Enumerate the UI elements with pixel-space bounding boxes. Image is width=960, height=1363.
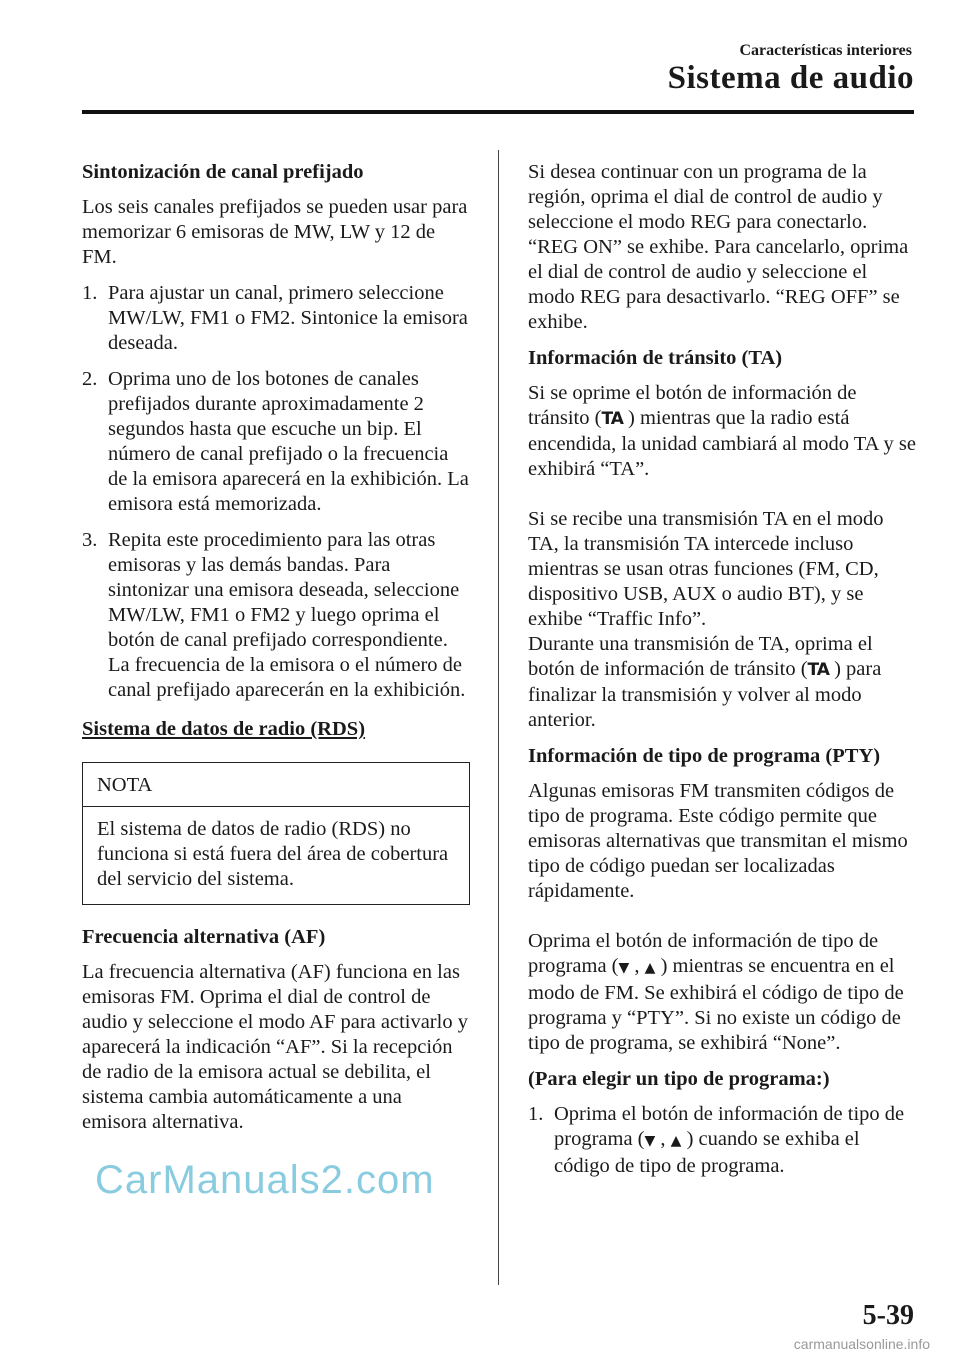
up-arrow-icon: ▲ [670, 1133, 682, 1149]
ta-text-3b: ) para finalizar la transmisión y volver al modo anterior. [528, 658, 882, 731]
header-section-label: Características interiores [739, 42, 912, 59]
page-header-title: Sistema de audio [667, 60, 914, 96]
af-heading: Frecuencia alternativa (AF) [82, 926, 326, 948]
spacer [528, 915, 918, 929]
step-text: Oprima uno de los botones de canales prefijados durante aproximadamente 2 segundos hasta que escuche un bip. El número de canal prefijado o la frecuencia de la emisora aparecerá en la exhibición. La emisora está memorizada. [108, 368, 469, 515]
step-number: 1. [528, 1103, 544, 1125]
ta-text-2: Si se recibe una transmisión TA en el modo TA, la transmisión TA intercede incluso mientras se usan otras funciones (FM, CD, dispositivo USB, AUX o audio BT), y se exhibe “Traffic Info”. [528, 508, 884, 630]
header-rule [82, 110, 914, 114]
down-arrow-icon: ▼ [644, 1133, 656, 1149]
step-text: Repita este procedimiento para las otras emisoras y las demás bandas. Para sintonizar una emisora deseada, seleccione MW/LW, FM1 o FM2 y luego oprima el botón de canal prefijado correspondiente. La frecuencia de la emisora o el número de canal prefijado aparecerán en la exhibición. [108, 529, 466, 701]
ta-text-a: Si se oprime el botón de información de tránsito ( [528, 382, 857, 429]
pty-text-a: Oprima el botón de información de tipo de programa ( [528, 930, 879, 977]
preset-steps [82, 281, 470, 703]
ta-paragraph-3 [528, 632, 918, 733]
page-number: 5-39 [862, 1300, 914, 1331]
list-item [82, 281, 470, 356]
right-column [528, 160, 918, 1190]
pty-paragraph-2 [528, 929, 918, 1056]
pty-heading: Información de tipo de programa (PTY) [528, 745, 881, 767]
ta-text-3a: Durante una transmisión de TA, oprima el botón de información de tránsito ( [528, 633, 873, 680]
spacer [528, 493, 918, 507]
rds-heading: Sistema de datos de radio (RDS) [82, 718, 366, 740]
preset-intro: Los seis canales prefijados se pueden usar para memorizar 6 emisoras de MW, LW y 12 de FM. [82, 196, 468, 268]
step-text-a: Oprima el botón de información de tipo de programa ( [554, 1103, 905, 1150]
step-number: 3. [82, 529, 98, 551]
ta-icon: TA [807, 660, 829, 680]
step-number: 2. [82, 368, 98, 390]
column-divider [498, 150, 499, 1285]
watermark-logo: CarManuals2.com [95, 1158, 435, 1202]
note-box [82, 762, 470, 905]
ta-icon: TA [601, 409, 623, 429]
pty-text-b: ) mientras se encuentra en el modo de FM. Se exhibirá el código de tipo de programa y “PTY”. Si no existe un código de tipo de programa, se exhibirá “None”. [528, 955, 904, 1054]
step-text-b: ) cuando se exhiba el código de tipo de programa. [554, 1128, 860, 1177]
ta-text-b: ) mientras que la radio está encendida, la unidad cambiará al modo TA y se exhibirá “TA”. [528, 407, 916, 480]
reg-body: Si desea continuar con un programa de la región, oprima el dial de control de audio y seleccione el modo REG para conectarlo. “REG ON” se exhibe. Para cancelarlo, oprima el dial de control de audio y seleccione el modo REG para desactivarlo. “REG OFF” se exhibe. [528, 161, 909, 333]
note-body: El sistema de datos de radio (RDS) no funciona si está fuera del área de cobertura del servicio del sistema. [97, 818, 449, 890]
ta-heading: Información de tránsito (TA) [528, 347, 783, 369]
step-text: Para ajustar un canal, primero seleccione MW/LW, FM1 o FM2. Sintonice la emisora deseada. [108, 282, 468, 354]
choose-heading: (Para elegir un tipo de programa:) [528, 1068, 830, 1090]
af-body: La frecuencia alternativa (AF) funciona en las emisoras FM. Oprima el dial de control de audio y seleccione el modo AF para activarlo y aparecerá la indicación “AF”. Si la recepción de radio de la emisora actual se debilita, el sistema cambia automáticamente a una emisora alternativa. [82, 961, 468, 1133]
pty-paragraph-1: Algunas emisoras FM transmiten códigos de tipo de programa. Este código permite que emisoras alternativas que transmitan el mismo tipo de código puedan ser localizadas rápidamente. [528, 780, 908, 902]
preset-heading: Sintonización de canal prefijado [82, 161, 364, 183]
list-item [82, 528, 470, 703]
left-column [82, 160, 470, 1146]
footer-site-watermark: carmanualsonline.info [793, 1336, 930, 1352]
ta-paragraph-2 [528, 507, 918, 632]
note-title: NOTA [83, 763, 469, 807]
ta-paragraph-1 [528, 381, 918, 482]
list-item [528, 1102, 918, 1179]
up-arrow-icon: ▲ [644, 960, 656, 976]
choose-steps [528, 1102, 918, 1179]
list-item [82, 367, 470, 517]
comma: , [655, 1128, 671, 1150]
down-arrow-icon: ▼ [618, 960, 630, 976]
comma: , [629, 955, 645, 977]
step-number: 1. [82, 282, 98, 304]
